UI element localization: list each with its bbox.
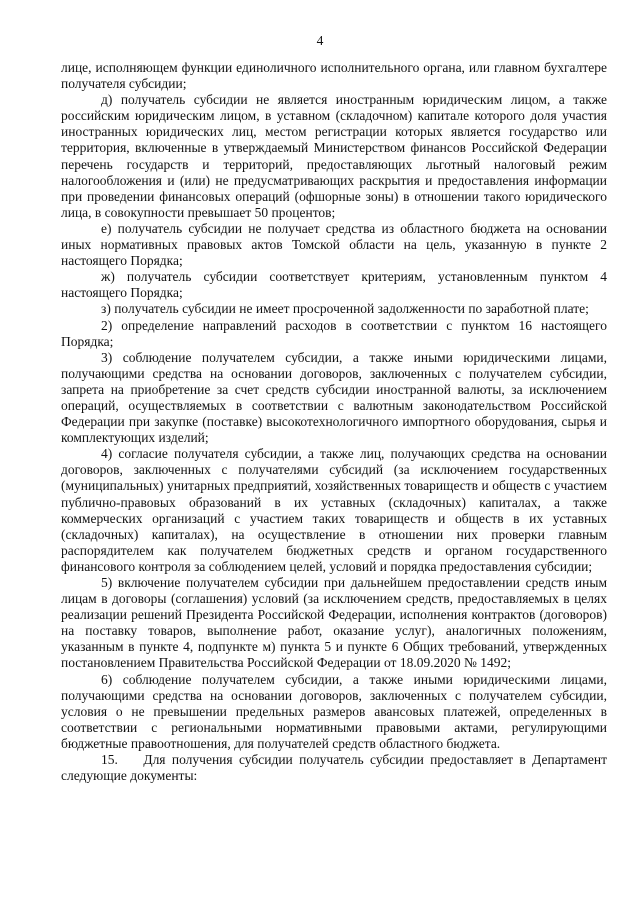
paragraph-item-3: 3) соблюдение получателем субсидии, а также иными юридическими лицами, получающими средства на основании договоров, заключенных с получателем субсидии, запрета на приобретение за счет средств субсидии иностранной валюты, за исключением операций, осуществляемых в соответствии с валютным законодательством Российской Федерации при закупке (поставке) высокотехнологичного импортного оборудования, сырья и комплектующих изделий; xyxy=(61,349,607,446)
document-body xyxy=(61,60,611,784)
paragraph-item-d: д) получатель субсидии не является иностранным юридическим лицом, а также российским юридическим лицом, в уставном (складочном) капитале которого доля участия иностранных юридических лиц, местом регистрации которых является государство или территория, включенные в утверждаемый Министерством финансов Российской Федерации перечень государств и территорий, предоставляющих льготный налоговый режим налогообложения и (или) не предусматривающих раскрытия и предоставления информации при проведении финансовых операций (офшорные зоны) в отношении такого юридического лица, в совокупности превышает 50 процентов; xyxy=(61,92,607,220)
page-number: 4 xyxy=(316,33,324,48)
paragraph-continuation: лице, исполняющем функции единоличного исполнительного органа, или главном бухгалтере получателя субсидии; xyxy=(61,60,607,92)
paragraph-item-e: е) получатель субсидии не получает средства из областного бюджета на основании иных нормативных правовых актов Томской области на цель, указанную в пункте 2 настоящего Порядка; xyxy=(61,220,607,269)
paragraph-item-z: з) получатель субсидии не имеет просроченной задолженности по заработной плате; xyxy=(101,301,589,317)
paragraph-item-2: 2) определение направлений расходов в соответствии с пунктом 16 настоящего Порядка; xyxy=(61,317,607,349)
paragraph-item-5: 5) включение получателем субсидии при дальнейшем предоставлении средств иным лицам в договоры (соглашения) условий (за исключением средств, предоставляемых в целях реализации решений Президента Российской Федерации, исполнения контрактов (договоров) на поставку товаров, выполнение работ, оказание услуг), аналогичных положениям, указанным в пункте 4, подпункте м) пункта 5 и пункте 6 Общих требований, утвержденных постановлением Правительства Российской Федерации от 18.09.2020 № 1492; xyxy=(61,575,607,671)
paragraph-item-zh: ж) получатель субсидии соответствует критериям, установленным пунктом 4 настоящего Порядка; xyxy=(61,269,607,301)
paragraph-item-6: 6) соблюдение получателем субсидии, а также иными юридическими лицами, получающими средства на основании договоров, заключенных с получателем субсидии, условия о не превышении предельных размеров авансовых платежей, определенных в соответствии с региональными нормативными правовыми актами, регулирующими бюджетные правоотношения, для получателей средств областного бюджета. xyxy=(61,671,607,751)
paragraph-clause-15: 15. Для получения субсидии получатель субсидии предоставляет в Департамент следующие документы: xyxy=(61,752,611,784)
paragraph-item-4: 4) согласие получателя субсидии, а также лиц, получающих средства на основании договоров, заключенных с получателями субсидий (за исключением государственных (муниципальных) унитарных предприятий, хозяйственных товариществ и обществ с участием публично-правовых образований в их уставных (складочных) капиталах, а также коммерческих организаций с участием таких товариществ и обществ в их уставных (складочных) капиталах), на осуществление в отношении них проверки главным распорядителем как получателем бюджетных средств и органом государственного финансового контроля за соблюдением целей, условий и порядка предоставления субсидии; xyxy=(61,446,607,574)
